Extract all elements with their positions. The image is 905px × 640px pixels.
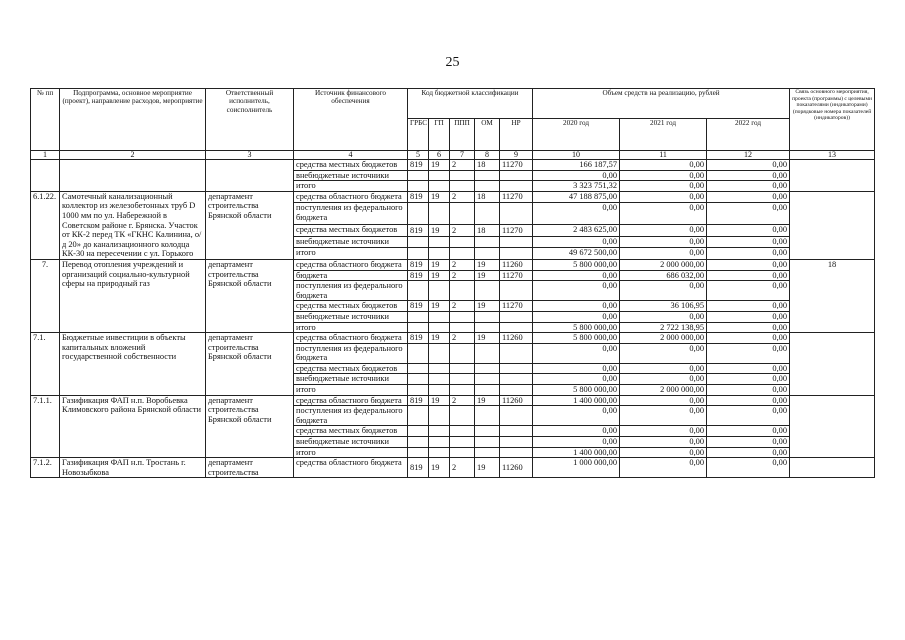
- col-number: 4: [294, 151, 408, 160]
- col-number: 6: [429, 151, 450, 160]
- table-row: средства местных бюджетов 819 19 2 18 11270 166 187,57 0,00 0,00: [31, 160, 875, 171]
- col-number: 8: [475, 151, 500, 160]
- col-number: 11: [620, 151, 707, 160]
- header-gp: ГП: [429, 119, 450, 151]
- header-year-2020: 2020 год: [533, 119, 620, 151]
- table-row: поступления из федерального бюджета 0,00 0,00 0,00: [31, 281, 875, 301]
- row-responsible: департамент строительства Брянской области: [206, 395, 294, 458]
- row-number: 7.1.2.: [31, 458, 60, 478]
- row-name: Самотечный канализационный коллектор из железобетонных труб D 1000 мм по ул. Набережной в Советском районе г. Брянска. Участок от КК-2 перед ТК «ГКНС Калинина, о/д 20» до канализационного колодца КК-30 на пересечении с ул. Горького: [60, 191, 206, 259]
- table-row: итого 3 323 751,32 0,00 0,00: [31, 181, 875, 192]
- col-number: 10: [533, 151, 620, 160]
- row-number: 7.: [31, 259, 60, 332]
- col-number: 5: [408, 151, 429, 160]
- source-local: средства местных бюджетов: [294, 160, 408, 171]
- row-name: Газификация ФАП н.п. Тростань г. Новозыбкова: [60, 458, 206, 478]
- table-row: внебюджетные источники 0,00 0,00 0,00: [31, 374, 875, 385]
- table-row: 7.1.1. Газификация ФАП н.п. Воробьевка Климовского района Брянской области департамент строительства Брянской области средства областного бюджета 819 19 2 19 11260 1 400 000,00 0,00 0,00: [31, 395, 875, 406]
- header-volume: Объем средств на реализацию, рублей: [533, 89, 790, 119]
- header-ppp: ППП: [450, 119, 475, 151]
- table-row: итого 5 800 000,00 2 000 000,00 0,00: [31, 385, 875, 396]
- header-responsible: Ответственный исполнитель, соисполнитель: [206, 89, 294, 151]
- header-om: ОМ: [475, 119, 500, 151]
- col-number: 3: [206, 151, 294, 160]
- row-responsible: департамент строительства Брянской области: [206, 333, 294, 396]
- table-row: итого 49 672 500,00 0,00 0,00: [31, 248, 875, 260]
- source-total: итого: [294, 181, 408, 192]
- table-row: внебюджетные источники 0,00 0,00 0,00: [31, 311, 875, 322]
- table-row: 7.1.2. Газификация ФАП н.п. Тростань г. Новозыбкова департамент строительства средства областного бюджета 819 19 2 19 11260 1 000 000,00 0,00 0,00: [31, 458, 875, 478]
- table-row: поступления из федерального бюджета 0,00 0,00 0,00: [31, 203, 875, 225]
- header-link: Связь основного мероприятия, проекта (программы) с целевыми показателями (индикаторами) (порядковые номера показателей (индикаторов)): [790, 89, 875, 151]
- header-no: № пп: [31, 89, 60, 151]
- row-number: 7.1.1.: [31, 395, 60, 458]
- table-row: внебюджетные источники 0,00 0,00 0,00: [31, 437, 875, 448]
- table-row: поступления из федерального бюджета 0,00 0,00 0,00: [31, 343, 875, 363]
- row-number: 6.1.22.: [31, 191, 60, 259]
- table-row: внебюджетные источники 0,00 0,00 0,00: [31, 170, 875, 181]
- budget-table: [30, 88, 875, 478]
- row-link: 18: [790, 259, 875, 332]
- table-row: бюджета 819 19 2 19 11270 0,00 686 032,00 0,00: [31, 270, 875, 281]
- page-number: 25: [445, 55, 460, 70]
- table-row: внебюджетные источники 0,00 0,00 0,00: [31, 236, 875, 248]
- header-nr: НР: [500, 119, 533, 151]
- table-row: итого 1 400 000,00 0,00 0,00: [31, 447, 875, 458]
- header-source: Источник финансового обеспечения: [294, 89, 408, 151]
- col-number: 2: [60, 151, 206, 160]
- col-number: 7: [450, 151, 475, 160]
- table-row: средства местных бюджетов 819 19 2 19 11270 0,00 36 106,95 0,00: [31, 301, 875, 312]
- table-row: средства местных бюджетов 0,00 0,00 0,00: [31, 426, 875, 437]
- table-row: средства местных бюджетов 819 19 2 18 11270 2 483 625,00 0,00 0,00: [31, 225, 875, 237]
- row-responsible: департамент строительства: [206, 458, 294, 478]
- row-name: Газификация ФАП н.п. Воробьевка Климовского района Брянской области: [60, 395, 206, 458]
- table-row: 6.1.22. Самотечный канализационный коллектор из железобетонных труб D 1000 мм по ул. Набережной в Советском районе г. Брянска. Участок от КК-2 перед ТК «ГКНС Калинина, о/д 20» до канализационного колодца КК-30 на пересечении с ул. Горького департамент строительства Брянской области средства областного бюджета 819 19 2 18 11270 47 188 875,00 0,00 0,00: [31, 191, 875, 203]
- header-year-2021: 2021 год: [620, 119, 707, 151]
- row-responsible: департамент строительства Брянской области: [206, 191, 294, 259]
- table-row: 7.1. Бюджетные инвестиции в объекты капитальных вложений государственной собственности департамент строительства Брянской области средства областного бюджета 819 19 2 19 11260 5 800 000,00 2 000 000,00 0,00: [31, 333, 875, 344]
- table-row: средства местных бюджетов 0,00 0,00 0,00: [31, 363, 875, 374]
- header-year-2022: 2022 год: [707, 119, 790, 151]
- row-number: 7.1.: [31, 333, 60, 396]
- header-subprogram: Подпрограмма, основное мероприятие (проект), направление расходов, мероприятие: [60, 89, 206, 151]
- source-offbudget: внебюджетные источники: [294, 170, 408, 181]
- col-number: 9: [500, 151, 533, 160]
- row-name: Бюджетные инвестиции в объекты капитальных вложений государственной собственности: [60, 333, 206, 396]
- table-row: 7. Перевод отопления учреждений и организаций социально-культурной сферы на природный газ департамент строительства Брянской области средства областного бюджета 819 19 2 19 11260 5 800 000,00 2 000 000,00 0,00 18: [31, 259, 875, 270]
- table-row: итого 5 800 000,00 2 722 138,95 0,00: [31, 322, 875, 333]
- column-numbers-row: [31, 151, 875, 160]
- table-row: поступления из федерального бюджета 0,00 0,00 0,00: [31, 406, 875, 426]
- row-responsible: департамент строительства Брянской области: [206, 259, 294, 332]
- col-number: 12: [707, 151, 790, 160]
- header-grbs: ГРБС: [408, 119, 429, 151]
- row-name: Перевод отопления учреждений и организаций социально-культурной сферы на природный газ: [60, 259, 206, 332]
- col-number: 13: [790, 151, 875, 160]
- header-kbk: Код бюджетной классификации: [408, 89, 533, 119]
- col-number: 1: [31, 151, 60, 160]
